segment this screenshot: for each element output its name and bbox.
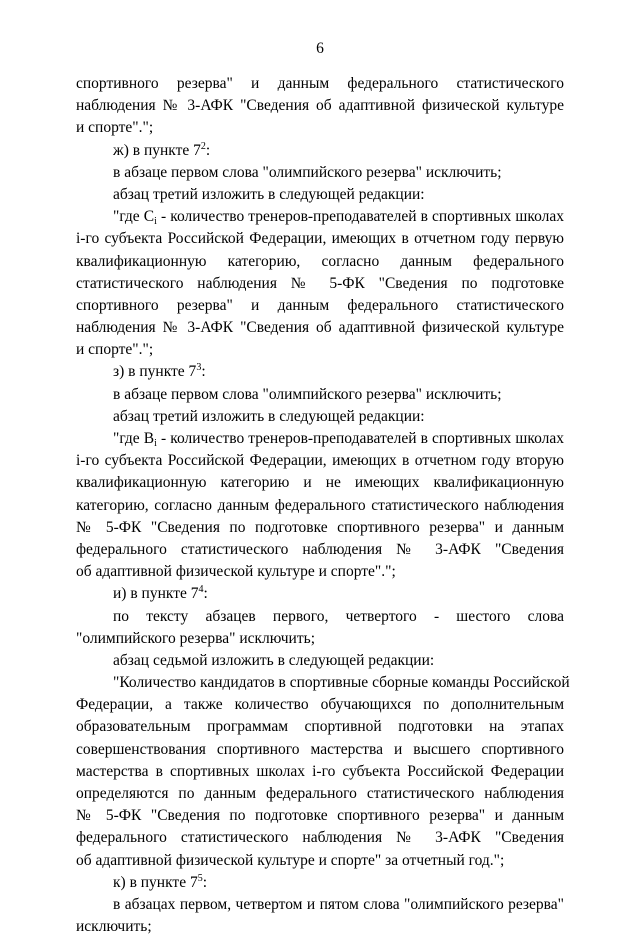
text-line: наблюдения № 3-АФК "Сведения об адаптивной физической культуре bbox=[76, 97, 564, 115]
superscript: 2 bbox=[200, 140, 206, 152]
text-line: об адаптивной физической культуре и спорте"."; bbox=[76, 563, 396, 581]
text-line bbox=[76, 428, 564, 450]
subscript: i bbox=[154, 438, 157, 449]
text-line: федерального статистического наблюдения № 3-АФК "Сведения bbox=[76, 540, 564, 558]
text-line: квалификационную категорию и не имеющих квалификационную bbox=[76, 474, 564, 492]
text-line: № 5-ФК "Сведения по подготовке спортивного резерва" и данным bbox=[76, 518, 564, 536]
text-line: об адаптивной физической культуре и спорте" за отчетный год."; bbox=[76, 851, 505, 869]
text-line: абзац третий изложить в следующей редакции: bbox=[113, 185, 425, 203]
text-line bbox=[76, 206, 564, 228]
text-line: спортивного резерва" и данным федерального статистического bbox=[76, 75, 564, 92]
text-line: спортивного резерва" и данным федерального статистического bbox=[76, 296, 564, 314]
text-line: "олимпийского резерва" исключить; bbox=[76, 629, 316, 647]
text-line: квалификационную категорию, согласно данным федерального bbox=[76, 252, 564, 270]
text-line: статистического наблюдения № 5-ФК "Сведения по подготовке bbox=[76, 274, 564, 292]
clause-text: к) в пункте 7 bbox=[113, 873, 198, 891]
text-line: и спорте"."; bbox=[76, 119, 154, 137]
clause-text: ж) в пункте 7 bbox=[113, 141, 201, 159]
text-line: по тексту абзацев первого, четвертого - шестого слова bbox=[113, 607, 564, 625]
clause-text: з) в пункте 7 bbox=[113, 363, 197, 381]
text-line: категорию, согласно данным федерального статистического наблюдения bbox=[76, 496, 564, 514]
text-line: Федерации, а также количество обучающихся по дополнительным bbox=[76, 696, 564, 714]
superscript: 4 bbox=[198, 584, 204, 596]
text-line: i-го субъекта Российской Федерации, имеющих в отчетном году вторую bbox=[76, 452, 564, 470]
clause-text: : bbox=[205, 141, 211, 159]
superscript: 5 bbox=[197, 872, 203, 884]
text-line: в абзаце первом слова "олимпийского резерва" исключить; bbox=[113, 385, 502, 403]
text-line: абзац третий изложить в следующей редакции: bbox=[113, 407, 425, 425]
text-line: в абзаце первом слова "олимпийского резерва" исключить; bbox=[113, 163, 502, 181]
document-body bbox=[76, 73, 570, 938]
clause-heading bbox=[76, 361, 564, 383]
text-line: в абзацах первом, четвертом и пятом слова "олимпийского резерва" bbox=[113, 895, 564, 913]
clause-text: и) в пункте 7 bbox=[113, 585, 199, 603]
text-line: и спорте"."; bbox=[76, 341, 154, 359]
clause-text: : bbox=[203, 585, 208, 603]
text-line: абзац седьмой изложить в следующей редакции: bbox=[113, 651, 435, 669]
text-part: - количество тренеров-преподавателей в спортивных школах bbox=[156, 208, 564, 226]
text-line: наблюдения № 3-АФК "Сведения об адаптивной физической культуре bbox=[76, 319, 564, 337]
text-part: "где В bbox=[113, 430, 155, 447]
text-line: мастерства в спортивных школах i-го субъекта Российской Федерации bbox=[76, 762, 564, 780]
clause-text: : bbox=[201, 363, 206, 381]
superscript: 3 bbox=[196, 362, 202, 374]
text-line: i-го субъекта Российской Федерации, имеющих в отчетном году первую bbox=[76, 230, 564, 248]
text-line: № 5-ФК "Сведения по подготовке спортивного резерва" и данным bbox=[76, 807, 564, 825]
text-line: определяются по данным федерального статистического наблюдения bbox=[76, 785, 564, 802]
text-line: образовательным программам спортивной подготовки на этапах bbox=[76, 718, 564, 736]
clause-heading bbox=[76, 140, 564, 162]
text-part: - количество тренеров-преподавателей в спортивных школах bbox=[156, 430, 564, 447]
text-line: исключить; bbox=[76, 918, 152, 936]
text-part: "где С bbox=[113, 208, 155, 226]
clause-text: : bbox=[202, 873, 208, 891]
clause-heading bbox=[76, 872, 564, 894]
page-number: 6 bbox=[316, 40, 324, 57]
text-line: совершенствования спортивного мастерства и высшего спортивного bbox=[76, 740, 564, 758]
clause-heading bbox=[76, 583, 564, 605]
text-line: федерального статистического наблюдения № 3-АФК "Сведения bbox=[76, 829, 564, 847]
text-line: "Количество кандидатов в спортивные сборные команды Российской bbox=[113, 674, 570, 692]
subscript: i bbox=[154, 216, 157, 228]
